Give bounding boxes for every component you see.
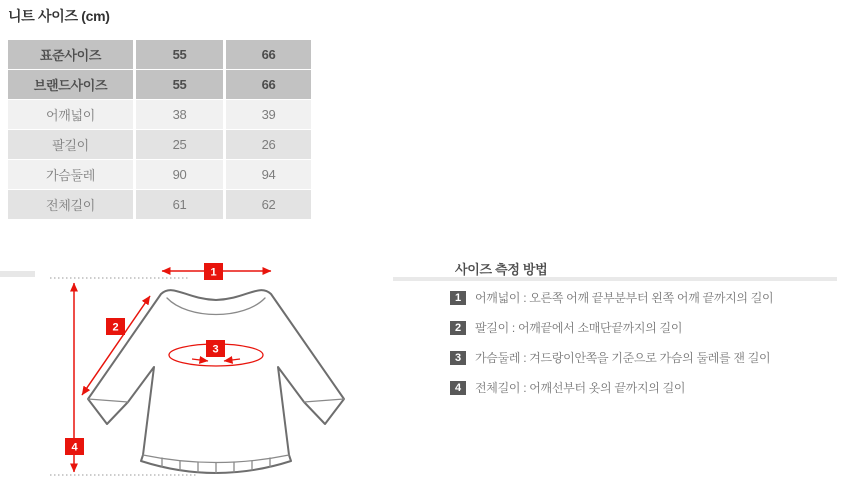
table-cell: 62	[226, 190, 311, 219]
size-table	[8, 40, 311, 219]
guide-item-text: 전체길이 : 어깨선부터 옷의 끝까지의 길이	[475, 381, 686, 395]
size-diagram	[0, 254, 432, 504]
table-header-value: 66	[226, 40, 311, 69]
left-divider-bar	[0, 271, 35, 277]
page-title: 니트 사이즈 (cm)	[8, 8, 110, 24]
table-row-label: 어깨넓이	[8, 100, 133, 129]
guide-item	[450, 289, 773, 306]
guide-divider	[393, 277, 837, 281]
guide-item	[450, 379, 773, 396]
table-row-label: 전체길이	[8, 190, 133, 219]
sweater-outline	[88, 290, 344, 473]
table-cell: 94	[226, 160, 311, 189]
marker-2-label: 2	[112, 321, 119, 334]
table-cell: 25	[136, 130, 223, 159]
table-row-label: 팔길이	[8, 130, 133, 159]
guide-title: 사이즈 측정 방법	[455, 262, 548, 277]
table-header-label: 브랜드사이즈	[8, 70, 133, 99]
table-header-label: 표준사이즈	[8, 40, 133, 69]
table-cell: 90	[136, 160, 223, 189]
table-row-label: 가슴둘레	[8, 160, 133, 189]
table-cell: 38	[136, 100, 223, 129]
guide-item-text: 팔길이 : 어깨끝에서 소매단끝까지의 길이	[475, 321, 683, 335]
marker-4-label: 4	[71, 441, 78, 454]
table-header-value: 55	[136, 40, 223, 69]
guide-item	[450, 349, 773, 366]
table-header-value: 66	[226, 70, 311, 99]
guide-item-number: 2	[450, 321, 466, 335]
guide-list	[450, 289, 773, 396]
guide-item-number: 1	[450, 291, 466, 305]
table-cell: 39	[226, 100, 311, 129]
guide-item-text: 가슴둘레 : 겨드랑이안쪽을 기준으로 가슴의 둘레를 잰 길이	[475, 351, 771, 365]
table-cell: 61	[136, 190, 223, 219]
guide-item-number: 3	[450, 351, 466, 365]
guide-item-text: 어깨넓이 : 오른쪽 어깨 끝부분부터 왼쪽 어깨 끝까지의 길이	[475, 291, 774, 305]
marker-1-label: 1	[210, 266, 217, 279]
table-header-value: 55	[136, 70, 223, 99]
marker-3-label: 3	[212, 343, 219, 356]
guide-item	[450, 319, 773, 336]
guide-item-number: 4	[450, 381, 466, 395]
table-cell: 26	[226, 130, 311, 159]
